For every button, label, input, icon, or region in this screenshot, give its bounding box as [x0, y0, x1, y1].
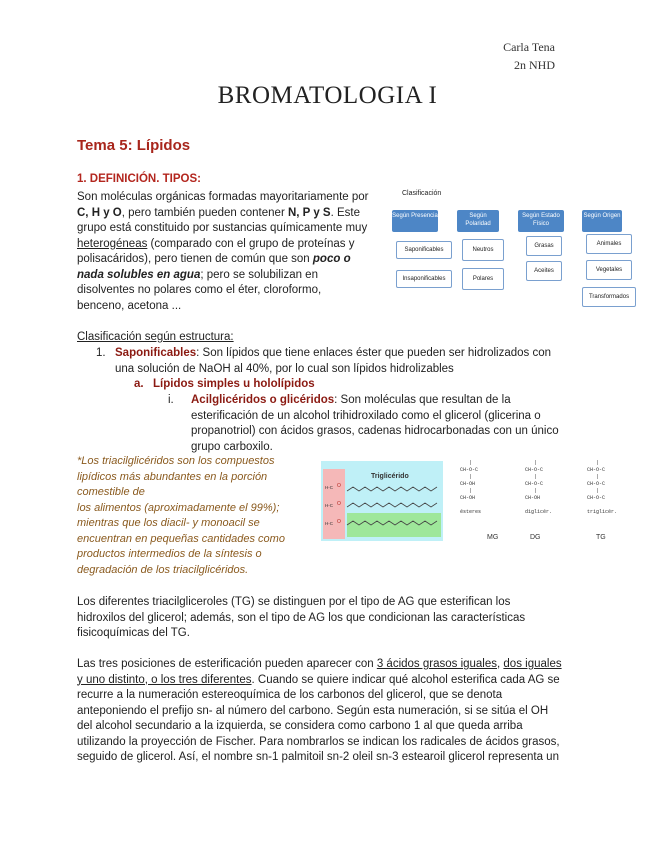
sublist-lipidos-simples: Lípidos simples u hololípidos: [153, 378, 315, 390]
list-roman: i.: [168, 394, 174, 406]
molecule-label-tg: TG: [596, 534, 606, 541]
list-letter: a.: [134, 378, 144, 390]
list-item-saponificables: Saponificables: Son lípidos que tiene enlaces éster que pueden ser hidrolizados con una solución de NaOH al 40%, por lo cual son lípidos hidrolizables: [115, 347, 551, 375]
diagram-item: Aceites: [526, 261, 562, 281]
molecule-tg: | CH-O-C | CH-O-C | CH-O-C triglicér.: [587, 460, 618, 515]
intro-line: benceno, acetona ...: [77, 299, 182, 312]
paragraph-esterification: Las tres posiciones de esterificación pueden aparecer con 3 ácidos grasos iguales, dos iguales y uno distinto, o los tres diferentes. Cuando se quiere indicar qué alcohol esterifica cada AG se recurre a la numeración estereoquímica de los carbonos del glicerol, que se denota anteponiendo el prefijo sn- al número del carbono. Según esta numeración, si se sitúa el OH del alcohol secundario a la izquierda, se considera como carbono 1 al que queda arriba utilizando la proyección de Fischer. Para nombrarlos se indican los radicales de ácidos grasos, seguido de glicerol. Así, el nombre sn-1 palmitoil sn-2 oleil sn-3 estearoil glicerol representa un: [77, 658, 562, 763]
svg-text:O: O: [337, 519, 341, 525]
svg-text:O: O: [337, 501, 341, 507]
author-group: 2n NHD: [514, 58, 555, 72]
sublist-acilgliceridos: Acilglicéridos o glicéridos: Son moléculas que resultan de la esterificación de un alcohol trihidroxilado como el glicerol (glicerina o propanotriol) con ácidos grasos, cadenas hidrocarbonadas con un único grupo carboxilo.: [191, 394, 559, 453]
diagram-item: Transformados: [582, 287, 636, 307]
list-number: 1.: [96, 347, 106, 359]
svg-text:H-C: H-C: [325, 503, 333, 508]
document-title: BROMATOLOGIA I: [217, 82, 438, 109]
molecule-label-mg: MG: [487, 534, 499, 541]
diagram-item: Neutros: [462, 239, 504, 261]
intro-line: Son moléculas orgánicas formadas mayoritariamente por: [77, 191, 369, 203]
diagram-item: Saponificables: [396, 241, 452, 259]
triglyceride-label: Triglicérido: [371, 473, 409, 480]
author-name: Carla Tena: [503, 40, 555, 54]
classification-heading: Clasificación según estructura:: [77, 331, 234, 343]
glyceride-molecules: [455, 458, 620, 548]
intro-line: heterogéneas (comparado con el grupo de proteínas y: [77, 237, 355, 250]
molecule-label-dg: DG: [530, 534, 541, 541]
diagram-header-estado: Según Estado Físico: [518, 210, 564, 232]
paragraph-tg-differences: Los diferentes triacilgliceroles (TG) se distinguen por el tipo de AG que esterifican los hidroxilos del glicerol; además, son el tipo de AG los que condicionan las características fisicoquímicas del TG.: [77, 596, 526, 639]
diagram-item: Animales: [586, 234, 632, 254]
triacylglyceride-note: *Los triacilglicéridos son los compuestos lipídicos más abundantes en la porción comestible de los alimentos (aproximadamente el 99%); mientras que los diacil- y monoacil se encuentran en pequeñas cantidades como productos intermedios de la síntesis o degradación de los triacilglicéridos.: [77, 455, 285, 576]
intro-line: grupo está constituido por sustancias químicamente muy: [77, 222, 368, 234]
diagram-item: Grasas: [526, 236, 562, 256]
triglyceride-figure: [321, 461, 443, 541]
svg-text:H-C: H-C: [325, 521, 333, 526]
intro-paragraph: [77, 190, 387, 314]
intro-line: disolventes no polares como el éter, cloroformo,: [77, 284, 322, 296]
intro-line: nada solubles en agua; pero se solubilizan en: [77, 268, 318, 281]
diagram-title: Clasificación: [402, 190, 442, 197]
triglyceride-chains: [321, 461, 443, 541]
diagram-header-polaridad: Según Polaridad: [457, 210, 499, 232]
svg-text:H-C: H-C: [325, 485, 333, 490]
diagram-item: Polares: [462, 268, 504, 290]
molecule-mg: | CH-O-C | CH-OH | CH-OH ésteres: [460, 460, 482, 515]
section-heading: 1. DEFINICIÓN. TIPOS:: [77, 173, 201, 185]
molecule-dg: | CH-O-C | CH-O-C | CH-OH diglicér.: [525, 460, 553, 515]
classification-diagram: [390, 188, 640, 308]
diagram-item: Vegetales: [586, 260, 632, 280]
intro-line: polisacáridos), pero tienen de común que son poco o: [77, 253, 351, 265]
diagram-header-presencia: Según Presencia: [392, 210, 438, 232]
svg-text:O: O: [337, 483, 341, 489]
diagram-item: Insaponificables: [396, 270, 452, 288]
intro-line: C, H y O, pero también pueden contener N, P y S. Este: [77, 206, 360, 219]
topic-title: Tema 5: Lípidos: [77, 137, 191, 154]
diagram-header-origen: Según Origen: [582, 210, 622, 232]
